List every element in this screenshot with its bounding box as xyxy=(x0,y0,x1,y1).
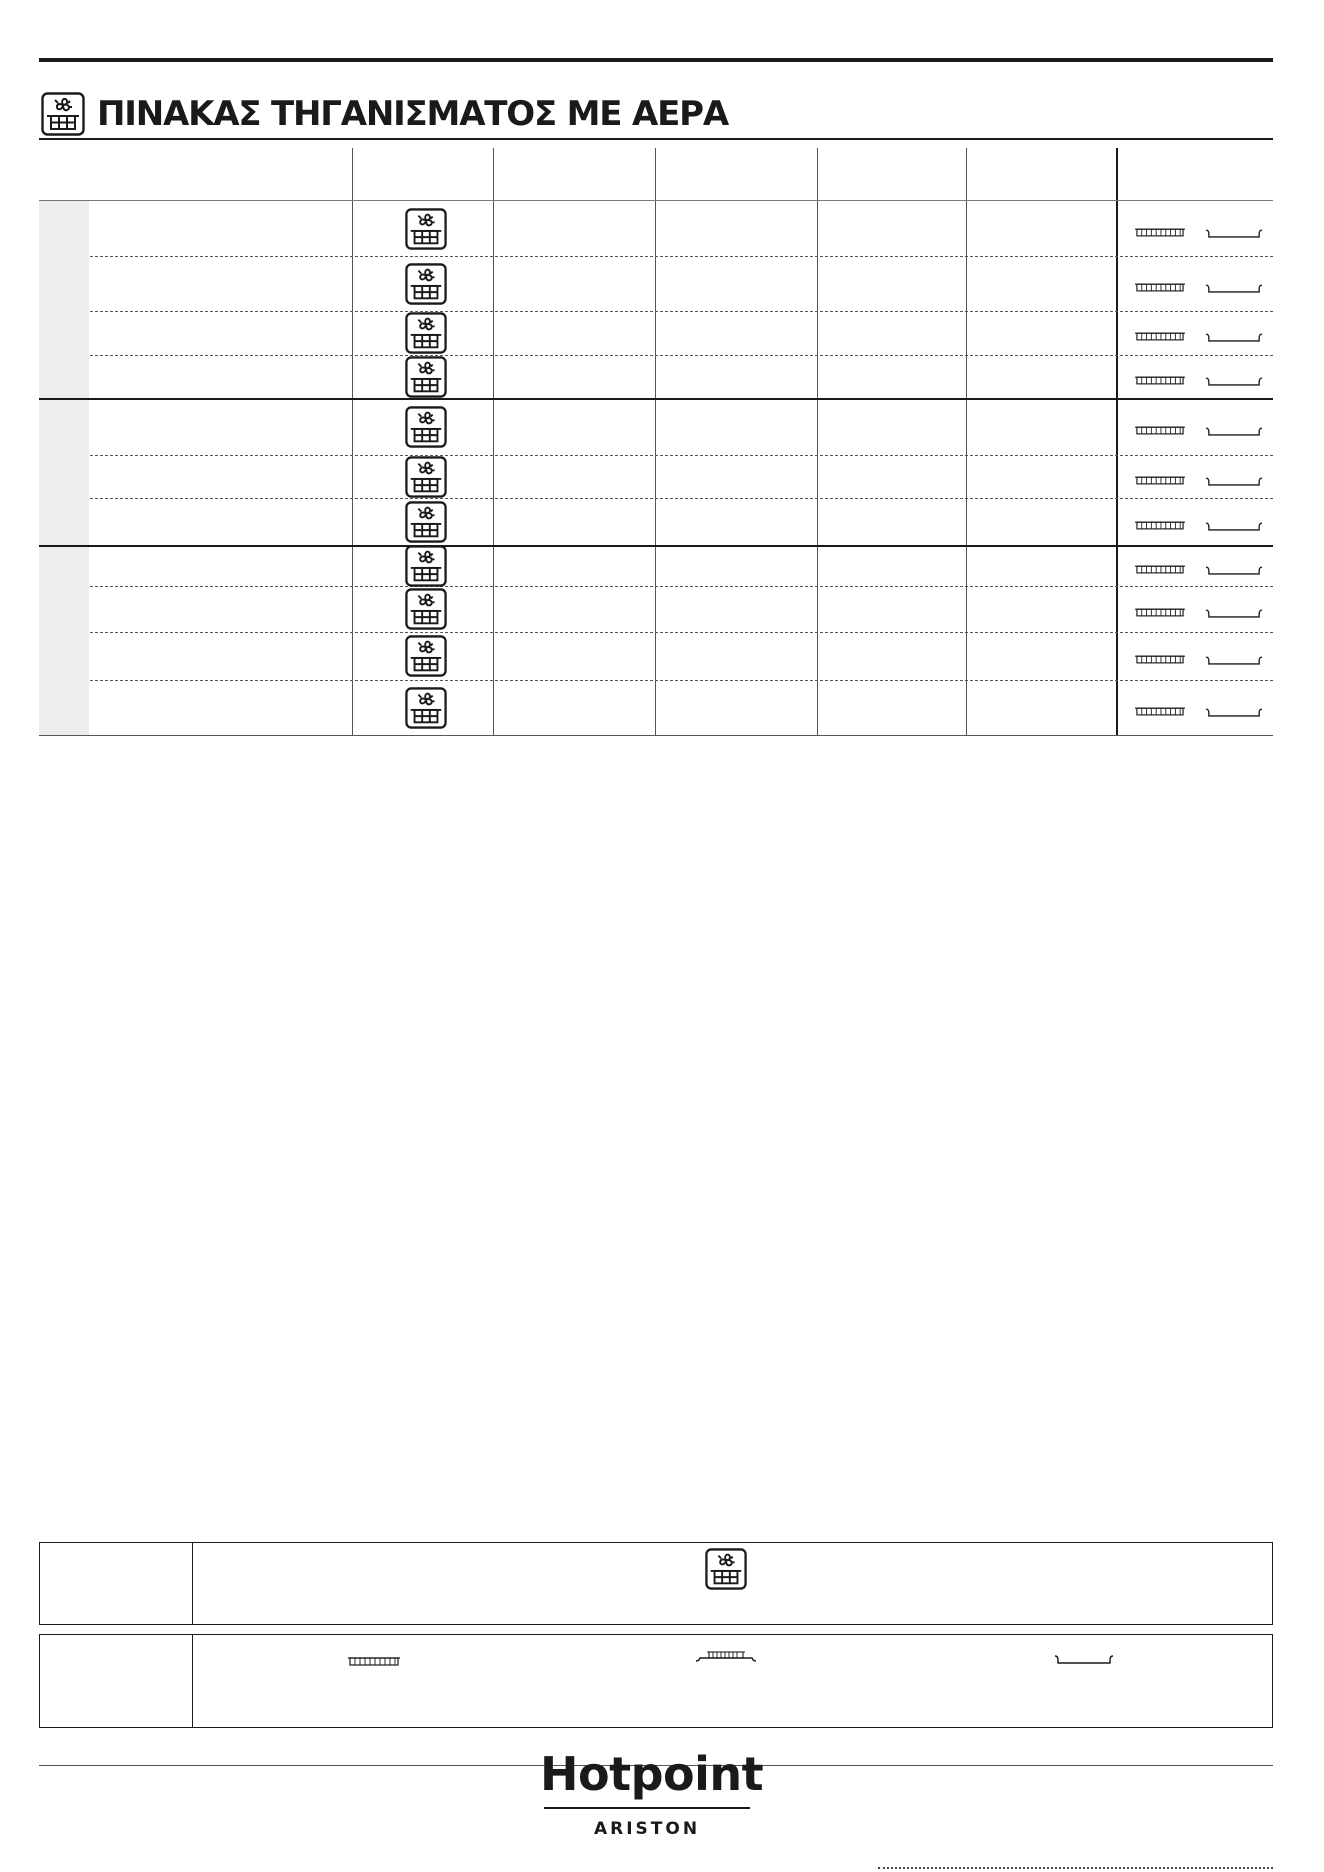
wire-rack-icon xyxy=(1135,607,1185,619)
row-separator xyxy=(90,498,1273,499)
wire-rack-icon xyxy=(1135,425,1185,437)
group-cell-3 xyxy=(39,547,89,736)
row-separator xyxy=(90,256,1273,257)
column-divider xyxy=(493,148,494,736)
accessory-icons xyxy=(1135,706,1265,720)
brand-logo xyxy=(540,1745,764,1839)
column-divider xyxy=(966,148,967,736)
wire-rack-icon xyxy=(1135,331,1185,343)
drip-tray-icon xyxy=(1205,475,1263,489)
brand-name: Hotpoint xyxy=(540,1747,764,1801)
brand-underline xyxy=(544,1807,750,1809)
drip-tray-icon xyxy=(1054,1653,1114,1667)
drip-tray-icon xyxy=(1205,331,1263,345)
header-rule xyxy=(39,200,1273,201)
wire-rack-icon xyxy=(1135,475,1185,487)
accessory-icons xyxy=(1135,654,1265,668)
accessory-icons xyxy=(1135,475,1265,489)
drip-tray-icon xyxy=(1205,706,1263,720)
wire-rack-icon xyxy=(1135,227,1185,239)
accessory-legend-box xyxy=(39,1634,1273,1728)
drip-tray-icon xyxy=(1205,520,1263,534)
drip-tray-icon xyxy=(1205,607,1263,621)
air-fry-basket-icon xyxy=(405,635,447,677)
air-fry-basket-icon xyxy=(405,687,447,729)
air-fry-basket-icon xyxy=(405,456,447,498)
note-divider xyxy=(192,1543,193,1624)
drip-tray-icon xyxy=(1205,282,1263,296)
wire-rack-icon xyxy=(1135,282,1185,294)
air-fry-basket-icon xyxy=(405,312,447,354)
top-rule xyxy=(39,58,1273,62)
group-cell-2 xyxy=(39,400,89,546)
accessory-icons xyxy=(1135,375,1265,389)
note-divider xyxy=(192,1635,193,1727)
wire-rack-icon xyxy=(1135,375,1185,387)
footer-print-line xyxy=(878,1867,1273,1871)
wire-rack-icon xyxy=(1135,654,1185,666)
row-separator xyxy=(90,355,1273,356)
wire-rack-icon xyxy=(1135,706,1185,718)
accessory-icons xyxy=(1135,425,1265,439)
drip-tray-icon xyxy=(1205,564,1263,578)
drip-tray-icon xyxy=(1205,425,1263,439)
table-bottom-rule xyxy=(39,735,1273,736)
row-separator xyxy=(90,311,1273,312)
accessory-icons xyxy=(1135,227,1265,241)
baking-tray-with-rack-icon xyxy=(695,1649,757,1667)
row-separator xyxy=(90,586,1273,587)
function-note-box xyxy=(39,1542,1273,1625)
air-fry-basket-icon xyxy=(405,208,447,250)
group-separator xyxy=(39,398,1273,400)
wire-rack-icon xyxy=(1135,520,1185,532)
wire-rack-icon xyxy=(348,1655,400,1667)
air-fry-basket-icon xyxy=(405,588,447,630)
group-separator xyxy=(39,545,1273,547)
air-fry-basket-icon xyxy=(405,356,447,398)
accessory-icons xyxy=(1135,520,1265,534)
air-fry-basket-icon xyxy=(705,1548,747,1590)
title-bar xyxy=(41,92,728,136)
drip-tray-icon xyxy=(1205,654,1263,668)
row-separator xyxy=(90,455,1273,456)
column-divider xyxy=(655,148,656,736)
brand-sub-name: ARISTON xyxy=(593,1819,701,1839)
group-cell-1 xyxy=(39,201,89,399)
air-fry-table xyxy=(39,148,1273,736)
accessory-icons xyxy=(1135,282,1265,296)
air-fry-basket-icon xyxy=(405,501,447,543)
column-divider xyxy=(1116,148,1118,736)
row-separator xyxy=(90,632,1273,633)
wire-rack-icon xyxy=(1135,564,1185,576)
page-title: ΠΙΝΑΚΑΣ ΤΗΓΑΝΙΣΜΑΤΟΣ ΜΕ ΑΕΡΑ xyxy=(97,94,728,134)
air-fry-basket-icon xyxy=(405,406,447,448)
accessory-icons xyxy=(1135,331,1265,345)
column-divider xyxy=(817,148,818,736)
accessory-icons xyxy=(1135,607,1265,621)
title-rule xyxy=(39,138,1273,140)
drip-tray-icon xyxy=(1205,375,1263,389)
column-divider xyxy=(352,148,353,736)
air-fry-basket-icon xyxy=(405,263,447,305)
drip-tray-icon xyxy=(1205,227,1263,241)
accessory-icons xyxy=(1135,564,1265,578)
row-separator xyxy=(90,680,1273,681)
air-fry-basket-icon xyxy=(405,545,447,587)
air-fry-basket-icon xyxy=(41,92,85,136)
